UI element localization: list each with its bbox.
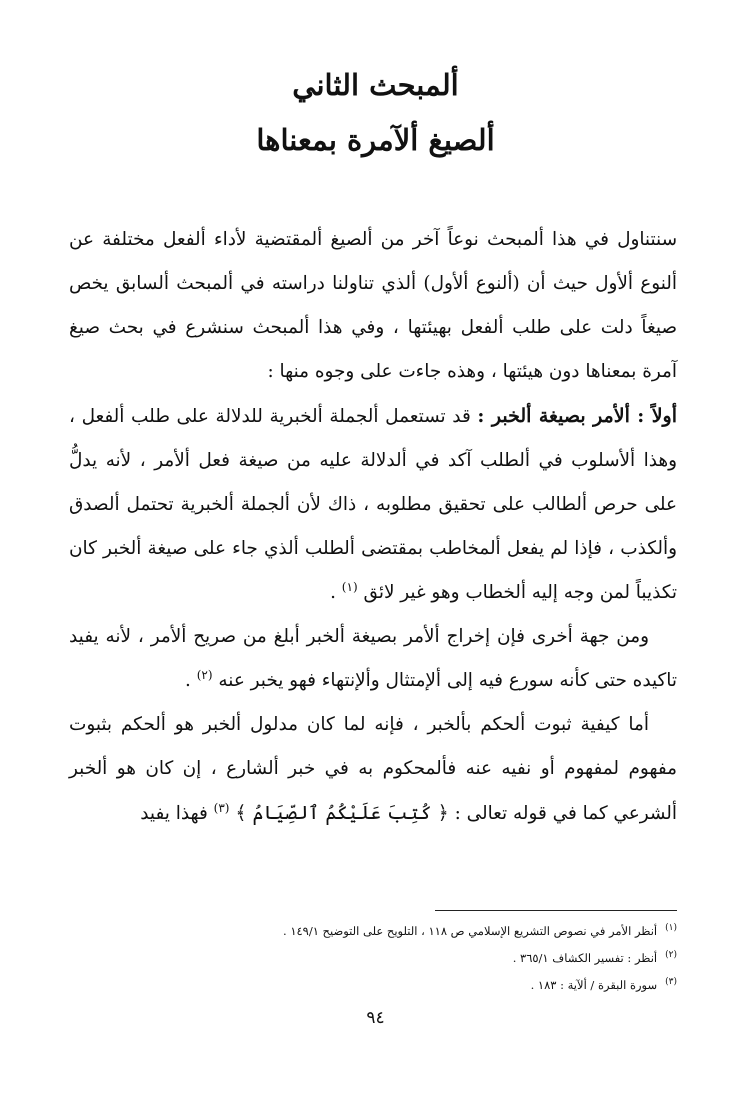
footnote-text: سورة البقرة / ألآية : ١٨٣ . [530, 977, 658, 992]
paragraph-tail: فهذا يفيد [140, 803, 214, 824]
paragraph-text: ومن جهة أخرى فإن إخراج ألأمر بصيغة ألخبر أبلغ من صريح ألأمر ، لأنه يفيد تاكيده حتى كأنه سورع فيه إلى ألإمتثال وألإنتهاء فهو يخبر عنه [69, 626, 677, 691]
footnote-ref-2[interactable]: (٢) [196, 667, 213, 682]
section-subtitle: ألصيغ ألآمرة بمعناها [256, 123, 495, 157]
footnote-text: أنظر الأمر في نصوص التشريع الإسلامي ص ١١٨ ، التلويح على التوضيح ١٤٩/١ . [283, 923, 658, 938]
paragraph-tail: . [330, 582, 342, 603]
paragraph-first-point [69, 394, 677, 615]
footnotes [69, 916, 677, 996]
footnote-item [69, 943, 677, 970]
footnote-number: (١) [665, 923, 677, 933]
footnote-number: (٢) [665, 949, 677, 960]
paragraph-text: قد تستعمل ألجملة ألخبرية للدلالة على طلب ألفعل ، وهذا ألأسلوب في ألطلب آكد في ألدلالة عليه من صيغة فعل ألأمر ، لأنه يدلُّ على حرص ألطالب على تحقيق مطلوبه ، ذاك لأن ألجملة ألخبرية تحتمل ألصدق وألكذب ، فإذا لم يفعل ألمخاطب بمقتضى ألطلب ألذي جاء على صيغة ألخبر كان تكذيباً لمن وجه إليه ألخطاب وهو غير لائق [69, 406, 677, 603]
paragraph-text: أما كيفية ثبوت ألحكم بألخبر ، فإنه لما كان مدلول ألخبر هو ألحكم بثبوت مفهوم لمفهوم أو نفيه عنه فألمحكوم به في خبر ألشارع ، إن كان هو ألخبر ألشرعي كما في قوله تعالى : [69, 714, 677, 824]
section-title: ألمبحث الثاني [292, 68, 459, 102]
point-heading: أولاً : ألأمر بصيغة ألخبر : [477, 405, 677, 427]
paragraph-text: سنتناول في هذا ألمبحث نوعاً آخر من ألصيغ ألمقتضية لأداء ألفعل مختلفة عن ألنوع ألأول حيث أن (ألنوع ألأول) ألذي تناولنا دراسته في ألمبحث ألسابق يخص صيغاً دلت على طلب ألفعل بهيئتها ، وفي هذا ألمبحث سنشرع في بحث صيغ آمرة بمعناها دون هيئتها ، وهذه جاءت على وجوه منها : [69, 229, 677, 382]
page-number: ٩٤ [366, 1008, 385, 1028]
paragraph-tail: . [185, 670, 197, 691]
footnote-text: أنظر : تفسير الكشاف ٣٦٥/١ . [512, 950, 658, 965]
paragraph-ruling [69, 703, 677, 836]
footnote-item [69, 916, 677, 943]
paragraph-intro [69, 218, 677, 394]
quran-verse: ﴿ كُتِبَ عَلَيْكُمُ ٱلصِّيَامُ ﴾ [235, 802, 449, 824]
footnote-item [69, 970, 677, 997]
footnote-number: (٣) [665, 976, 677, 987]
footnote-ref-1[interactable]: (١) [341, 579, 358, 594]
body-text [69, 218, 677, 836]
footnote-ref-3[interactable]: (٣) [213, 800, 230, 815]
paragraph-other-side [69, 615, 677, 703]
footnote-divider [435, 910, 677, 911]
